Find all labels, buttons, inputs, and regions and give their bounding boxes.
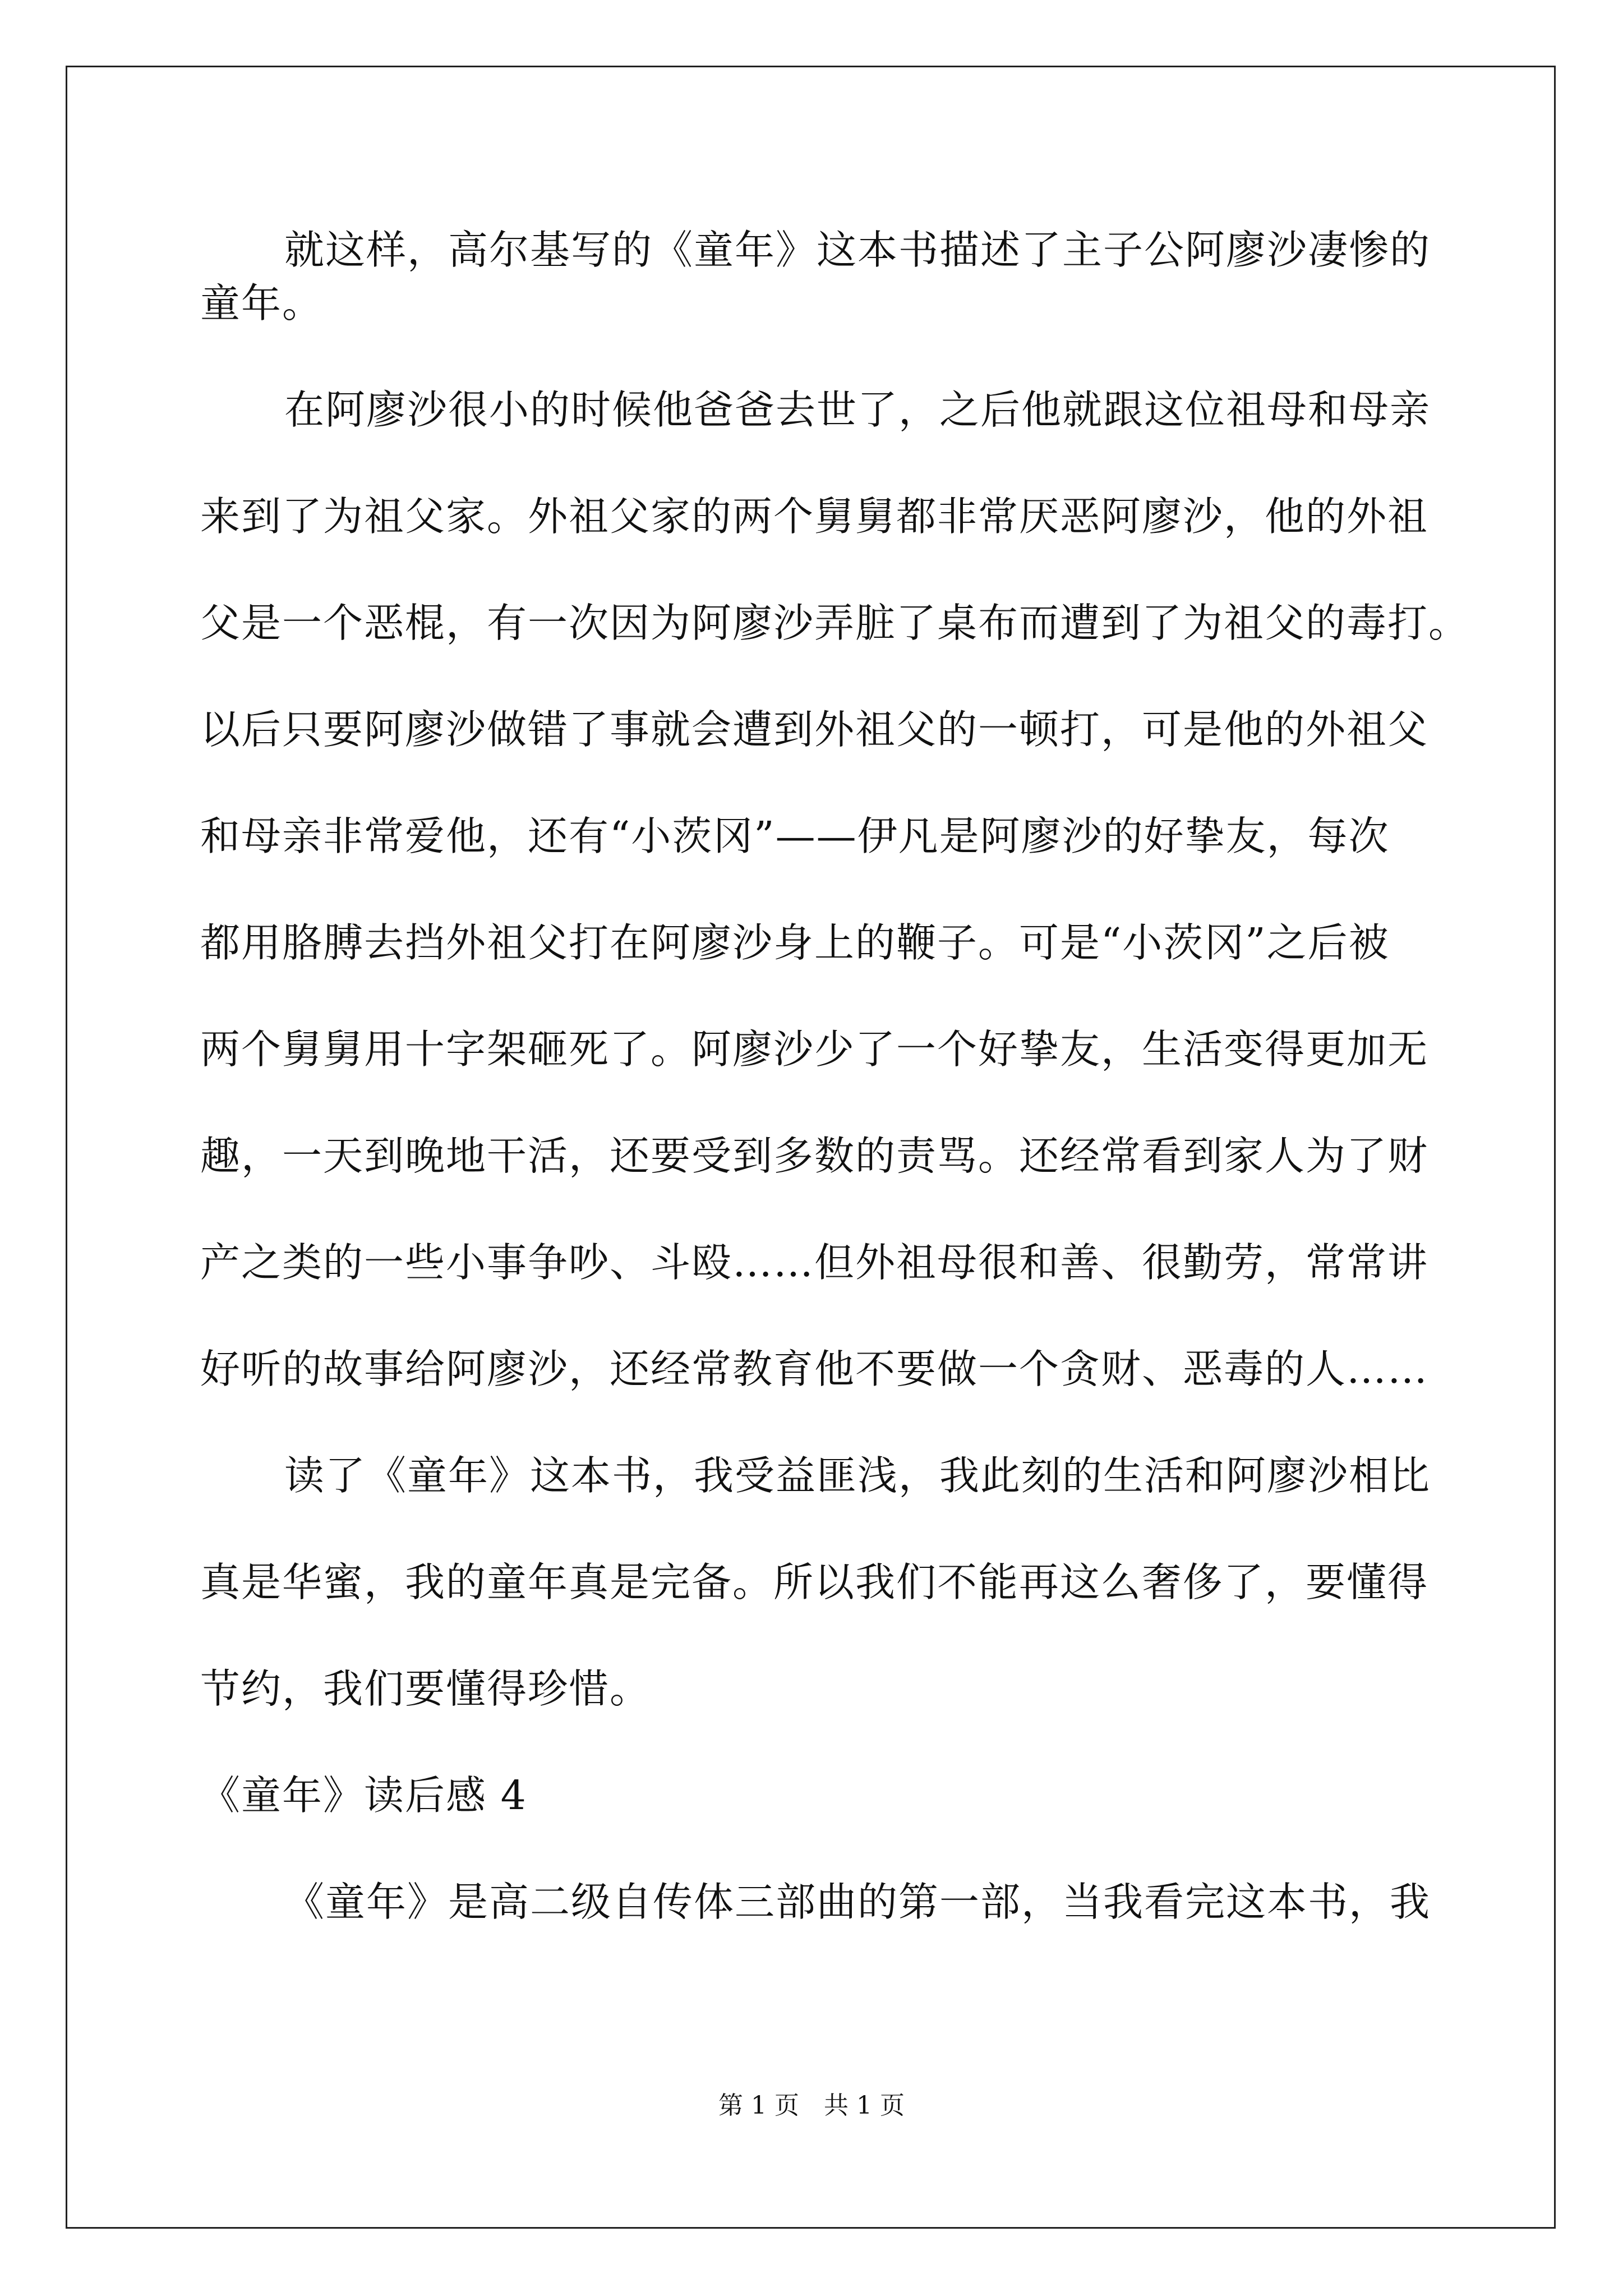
paragraph-line: 父是一个恶棍，有一次因为阿廖沙弄脏了桌布而遭到了为祖父的毒打。: [200, 600, 1470, 646]
paragraph-1: [200, 223, 1434, 330]
paragraph-line: 在阿廖沙很小的时候他爸爸去世了，之后他就跟这位祖母和母亲: [284, 386, 1431, 433]
paragraph-line: 《童年》是高二级自传体三部曲的第一部，当我看完这本书，我: [284, 1879, 1431, 1925]
paragraph-line: 就这样，高尔基写的《童年》这本书描述了主子公阿廖沙凄惨的: [284, 227, 1431, 273]
document-body: [200, 223, 1470, 1929]
paragraph-line: 趣，一天到晚地干活，还要受到多数的责骂。还经常看到家人为了财: [200, 1133, 1429, 1179]
paragraph-3: [200, 1449, 1434, 1715]
paragraph-line: 好听的故事给阿廖沙，还经常教育他不要做一个贪财、恶毒的人……: [200, 1346, 1429, 1392]
paragraph-line: 以后只要阿廖沙做错了事就会遭到外祖父的一顿打，可是他的外祖父: [200, 706, 1429, 753]
paragraph-line: 都用胳膊去挡外祖父打在阿廖沙身上的鞭子。可是“小茨冈”之后被: [200, 919, 1390, 966]
paragraph-line: 产之类的一些小事争吵、斗殴……但外祖母很和善、很勤劳，常常讲: [200, 1239, 1429, 1286]
paragraph-line: 来到了为祖父家。外祖父家的两个舅舅都非常厌恶阿廖沙，他的外祖: [200, 493, 1429, 540]
page-footer: 第 1 页 共 1 页: [718, 2091, 905, 2120]
paragraph-line: 童年。: [200, 280, 324, 326]
section-heading: 《童年》读后感 4: [200, 1772, 527, 1819]
paragraph-line: 真是华蜜，我的童年真是完备。所以我们不能再这么奢侈了，要懂得: [200, 1559, 1429, 1605]
paragraph-line: 节约，我们要懂得珍惜。: [200, 1665, 651, 1712]
paragraph-2: [200, 383, 1470, 1396]
paragraph-line: 读了《童年》这本书，我受益匪浅，我此刻的生活和阿廖沙相比: [284, 1452, 1431, 1499]
paragraph-line: 和母亲非常爱他，还有“小茨冈”——伊凡是阿廖沙的好挚友，每次: [200, 813, 1390, 859]
paragraph-line: 两个舅舅用十字架砸死了。阿廖沙少了一个好挚友，生活变得更加无: [200, 1026, 1429, 1073]
